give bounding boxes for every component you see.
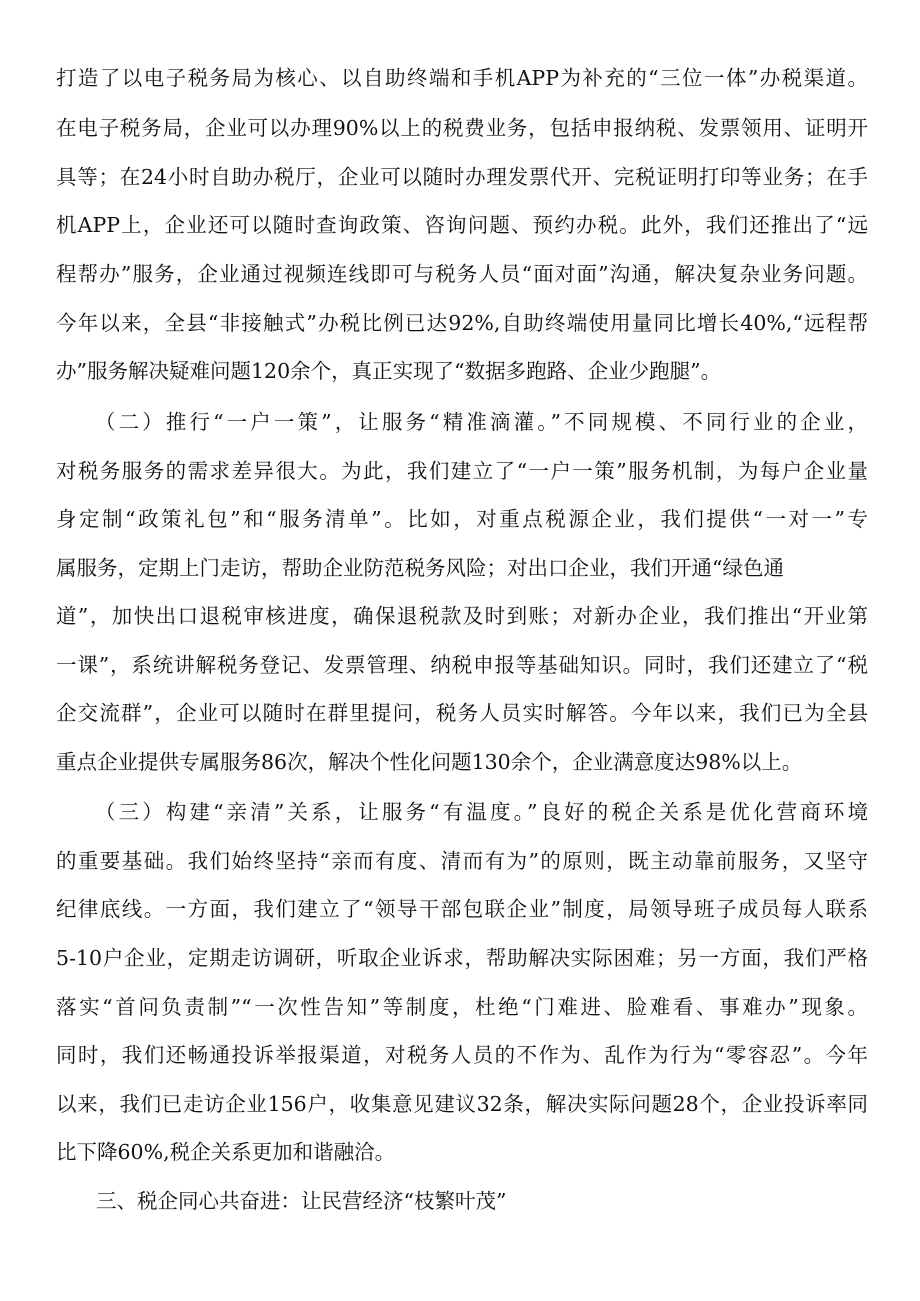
paragraph-line: 机APP上，企业还可以随时查询政策、咨询问题、预约办税。此外，我们还推出了“远	[56, 213, 868, 237]
paragraph-line: 程帮办”服务，企业通过视频连线即可与税务人员“面对面”沟通，解决复杂业务问题。	[56, 262, 868, 286]
paragraph-line: 打造了以电子税务局为核心、以自助终端和手机APP为补充的“三位一体”办税渠道。	[56, 66, 868, 90]
paragraph-line: 对税务服务的需求差异很大。为此，我们建立了“一户一策”服务机制，为每户企业量	[56, 459, 868, 483]
paragraph-line: 身定制“政策礼包”和“服务清单”。比如，对重点税源企业，我们提供“一对一”专	[56, 507, 868, 531]
paragraph-line: 道”，加快出口退税审核进度，确保退税款及时到账；对新办企业，我们推出“开业第	[56, 604, 868, 628]
paragraph-line: 办”服务解决疑难问题120余个，真正实现了“数据多跑路、企业少跑腿”。	[56, 359, 722, 383]
paragraph-line: 纪律底线。一方面，我们建立了“领导干部包联企业”制度，局领导班子成员每人联系	[56, 897, 868, 921]
section-three-first-line: （三）构建“亲清”关系，让服务“有温度。”良好的税企关系是优化营商环境	[95, 800, 868, 824]
paragraph-line: 一课”，系统讲解税务登记、发票管理、纳税申报等基础知识。同时，我们还建立了“税	[56, 653, 868, 677]
paragraph-line: 5-10户企业，定期走访调研，听取企业诉求，帮助解决实际困难；另一方面，我们严格	[56, 946, 868, 970]
paragraph-line: 的重要基础。我们始终坚持“亲而有度、清而有为”的原则，既主动靠前服务，又坚守	[56, 849, 868, 873]
paragraph-line: 具等；在24小时自助办税厅，企业可以随时办理发票代开、完税证明打印等业务；在手	[56, 165, 868, 189]
section-two-first-line: （二）推行“一户一策”，让服务“精准滴灌。”不同规模、不同行业的企业，	[95, 410, 868, 434]
paragraph-line: 比下降60%,税企关系更加和谐融洽。	[56, 1140, 396, 1164]
paragraph-line: 企交流群”，企业可以随时在群里提问，税务人员实时解答。今年以来，我们已为全县	[56, 701, 868, 725]
paragraph-line: 以来，我们已走访企业156户，收集意见建议32条，解决实际问题28个，企业投诉率同	[56, 1092, 868, 1116]
paragraph-line: 落实“首问负责制”“一次性告知”等制度，杜绝“门难进、脸难看、事难办”现象。	[56, 995, 868, 1019]
paragraph-line: 重点企业提供专属服务86次，解决个性化问题130余个，企业满意度达98%以上。	[56, 750, 803, 774]
paragraph-line: 属服务，定期上门走访，帮助企业防范税务风险；对出口企业，我们开通“绿色通	[56, 556, 784, 580]
paragraph-line: 在电子税务局，企业可以办理90%以上的税费业务，包括申报纳税、发票领用、证明开	[56, 116, 868, 140]
paragraph-line: 同时，我们还畅通投诉举报渠道，对税务人员的不作为、乱作为行为“零容忍”。今年	[56, 1043, 868, 1067]
section-heading: 三、税企同心共奋进：让民营经济“枝繁叶茂”	[96, 1189, 507, 1213]
paragraph-line: 今年以来，全县“非接触式”办税比例已达92%,自助终端使用量同比增长40%,“远程帮	[56, 311, 868, 335]
